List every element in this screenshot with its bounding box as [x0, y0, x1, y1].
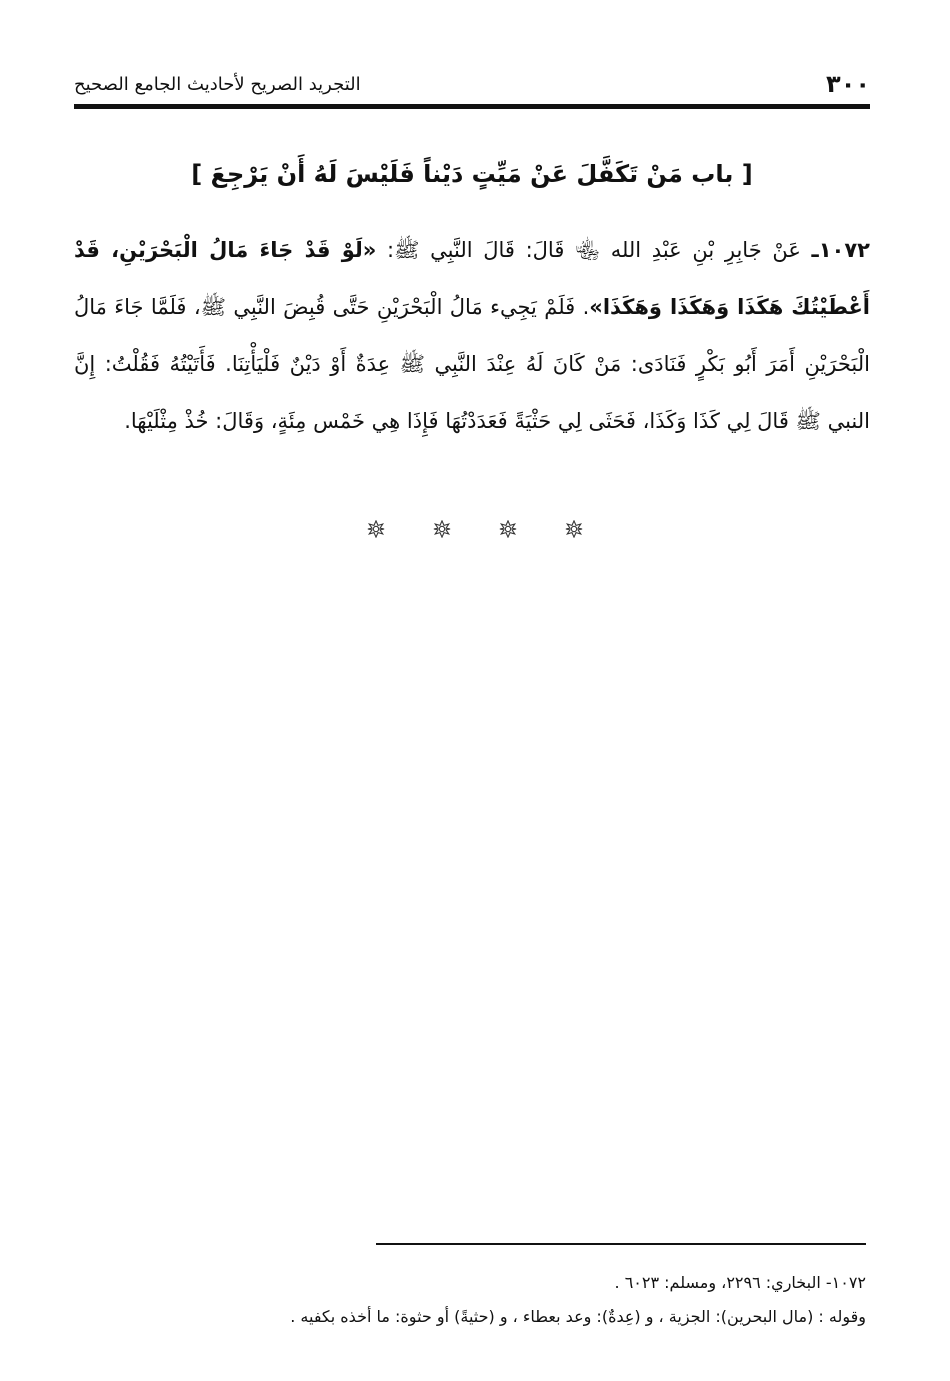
footnote-source: ١٠٧٢- البخاري: ٢٢٩٦، ومسلم: ٦٠٢٣ .: [614, 1273, 866, 1292]
footnote-rule: [376, 1243, 866, 1245]
chapter-heading: [ باب مَنْ تَكَفَّلَ عَنْ مَيِّتٍ دَيْناً فَلَيْسَ لَهُ أَنْ يَرْجِعَ ]: [191, 160, 753, 188]
flower-ornament-icon: [367, 520, 385, 538]
footnote-gloss: وقوله : (مال البحرين): الجزية ، و (عِدةٌ): وعد بعطاء ، و (حثيةً) أو حثوة: ما أخذه بكفيه .: [290, 1307, 866, 1326]
page-number: ٣٠٠: [826, 70, 870, 98]
hadith-narration-rest: . فَلَمْ يَجِيء مَالُ الْبَحْرَيْنِ حَتَّى قُبِضَ النَّبِي ﷺ، فَلَمَّا جَاءَ مَالُ الْبَحْرَيْنِ أَمَرَ أَبُو بَكْرٍ فَنَادَى: مَنْ كَانَ لَهُ عِنْدَ النَّبِي ﷺ عِدَةٌ أَوْ دَيْنٌ فَلْيَأْتِنَا. فَأَتَيْتُهُ فَقُلْتُ: إِنَّ النبي ﷺ قَالَ لِي كَذَا وَكَذَا، فَحَثَى لِي حَثْيَةً فَعَدَدْتُهَا فَإِذَا هِي خَمْس مِئَةٍ، وَقَالَ: خُذْ مِثْلَيْهَا.: [74, 295, 870, 433]
page-header: [74, 66, 870, 102]
flower-ornament-icon: [565, 520, 583, 538]
flower-ornament-icon: [499, 520, 517, 538]
section-end-ornaments: [0, 520, 950, 538]
flower-ornament-icon: [433, 520, 451, 538]
running-title: التجريد الصريح لأحاديث الجامع الصحيح: [74, 73, 361, 95]
footnotes: [74, 1266, 866, 1334]
hadith-text: [74, 222, 870, 450]
hadith-narration-intro: عَنْ جَابِرِ بْنِ عَبْدِ الله ﵄ قَالَ: قَالَ النَّبِي ﷺ:: [376, 238, 812, 262]
hadith-number: ١٠٧٢ـ: [811, 238, 870, 262]
header-rule: [74, 104, 870, 109]
hadith-prophet-words: «لَوْ قَدْ جَاءَ مَالُ الْبَحْرَيْنِ، قَدْ أَعْطَيْتُكَ هَكَذَا وَهَكَذَا وَهَكَذَا»: [74, 238, 871, 319]
